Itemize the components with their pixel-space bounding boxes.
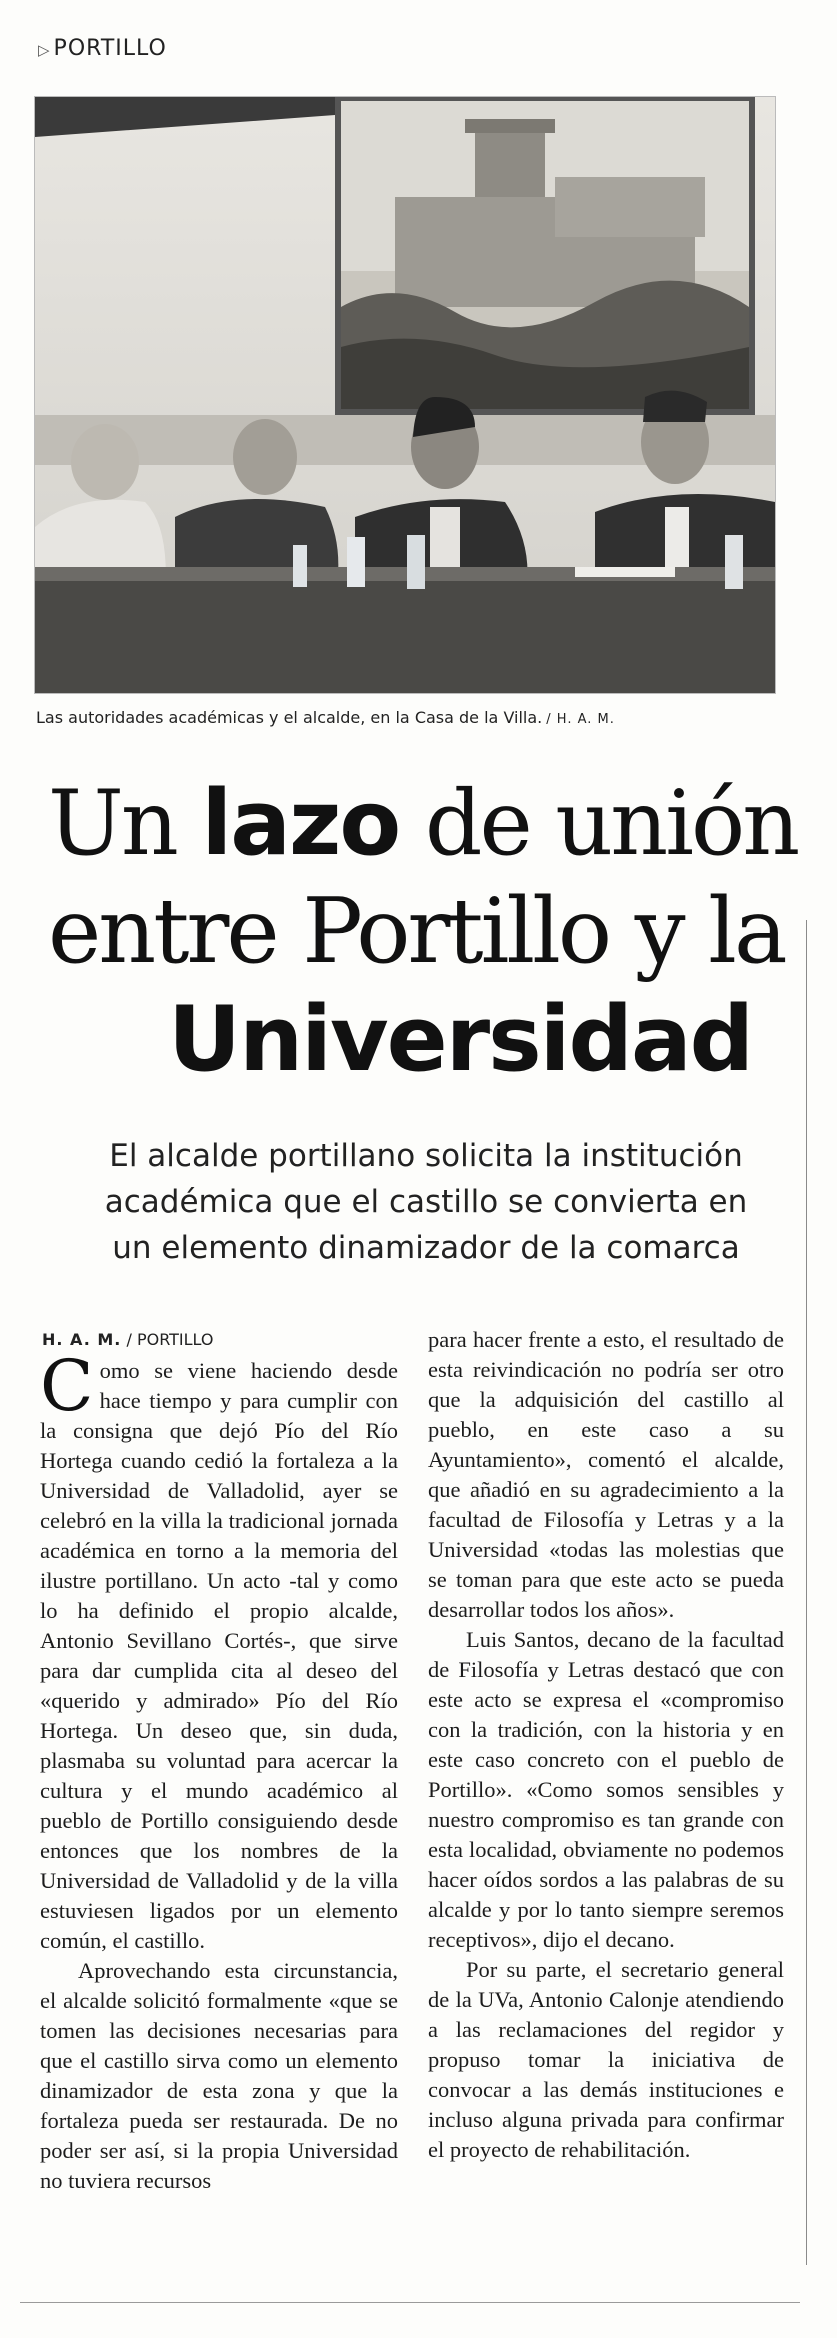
paragraph-2: Aprovechando esta circunstancia, el alcalde solicitó formalmente «que se tomen las decisiones necesarias para que el castillo sirva como un elemento dinamizador de esta zona y que la fortaleza pueda ser restaurada. De no poder ser así, si la propia Universidad no tuviera recursos — [40, 1958, 398, 2193]
section-label — [38, 36, 167, 61]
drop-cap: C — [40, 1345, 94, 1427]
byline-place: / PORTILLO — [126, 1330, 214, 1349]
headline-line2: entre Portillo y la — [48, 879, 785, 984]
subhead-line2: académica que el castillo se convierta en — [104, 1184, 748, 1220]
paragraph-4: Por su parte, el secretario general de la UVa, Antonio Calonje atendiendo a las reclamaciones del regidor y propuso tomar la iniciativa de convocar a las demás instituciones e incluso alguna privada para confirmar el proyecto de rehabilitación. — [428, 1957, 784, 2162]
subhead-line3: un elemento dinamizador de la comarca — [112, 1230, 740, 1266]
castle-painting — [335, 97, 755, 415]
section-label-text: PORTILLO — [53, 36, 167, 61]
headline-line1-bold: lazo — [201, 771, 400, 876]
news-photo — [34, 96, 776, 694]
subhead-line1: El alcalde portillano solicita la institución — [109, 1138, 743, 1174]
photo-caption — [36, 708, 615, 727]
article-column-1 — [40, 1345, 398, 2196]
headline-line1-c: de unión — [399, 771, 798, 876]
caption-text: Las autoridades académicas y el alcalde, en la Casa de la Villa. — [36, 708, 543, 727]
byline-author: H. A. M. — [42, 1330, 122, 1349]
photo-illustration — [35, 97, 775, 693]
photo-credit: / H. A. M. — [546, 712, 615, 727]
article-column-2 — [428, 1325, 784, 2165]
paragraph-1 — [40, 1345, 398, 1956]
paragraph-2-continued: para hacer frente a esto, el resultado de esta reivindicación no podría ser otro que la adquisición del castillo al pueblo, en este caso a su Ayuntamiento», comentó el alcalde, que añadió en su agradecimiento a la facultad de Filosofía y Letras y a la Universidad «todas las molestias que se toman para que este acto se pueda desarrollar todos los años». — [428, 1327, 784, 1622]
headline — [48, 770, 808, 1094]
paragraph-3: Luis Santos, decano de la facultad de Filosofía y Letras destacó que con este acto se expresa el «compromiso con la tradición, con la historia y en este caso concreto con el pueblo de Portillo». «Como somos sensibles y nuestro compromiso es tan grande con esta localidad, obviamente no podemos hacer oídos sordos a las palabras de su alcalde y por lo tanto siempre seremos receptivos», dijo el decano. — [428, 1627, 784, 1952]
headline-line1-a: Un — [48, 771, 202, 876]
bottom-rule — [20, 2302, 800, 2303]
paragraph-1-text: omo se viene haciendo desde hace tiempo y para cumplir con la consigna que dejó Pío del Río Hortega cuando cedió la fortaleza a la Universidad de Valladolid, ayer se celebró en la villa la tradicional jornada académica en torno a la memoria del ilustre portillano. Un acto -tal y como lo ha definido el propio alcalde, Antonio Sevillano Cortés-, que sirve para dar cumplida cita al deseo del «querido y admirado» Pío del Río Hortega. Un deseo que, sin duda, plasmaba su voluntad para acercar la cultura y el mundo académico al pueblo de Portillo consiguiendo desde entonces que los nombres de la Universidad de Valladolid y de la villa estuviesen ligados por un elemento común, el castillo. — [40, 1358, 398, 1953]
headline-line3: Universidad — [168, 987, 753, 1092]
column-rule — [806, 920, 807, 2265]
subheadline — [46, 1133, 806, 1271]
section-arrow-icon: ▷ — [38, 41, 51, 59]
